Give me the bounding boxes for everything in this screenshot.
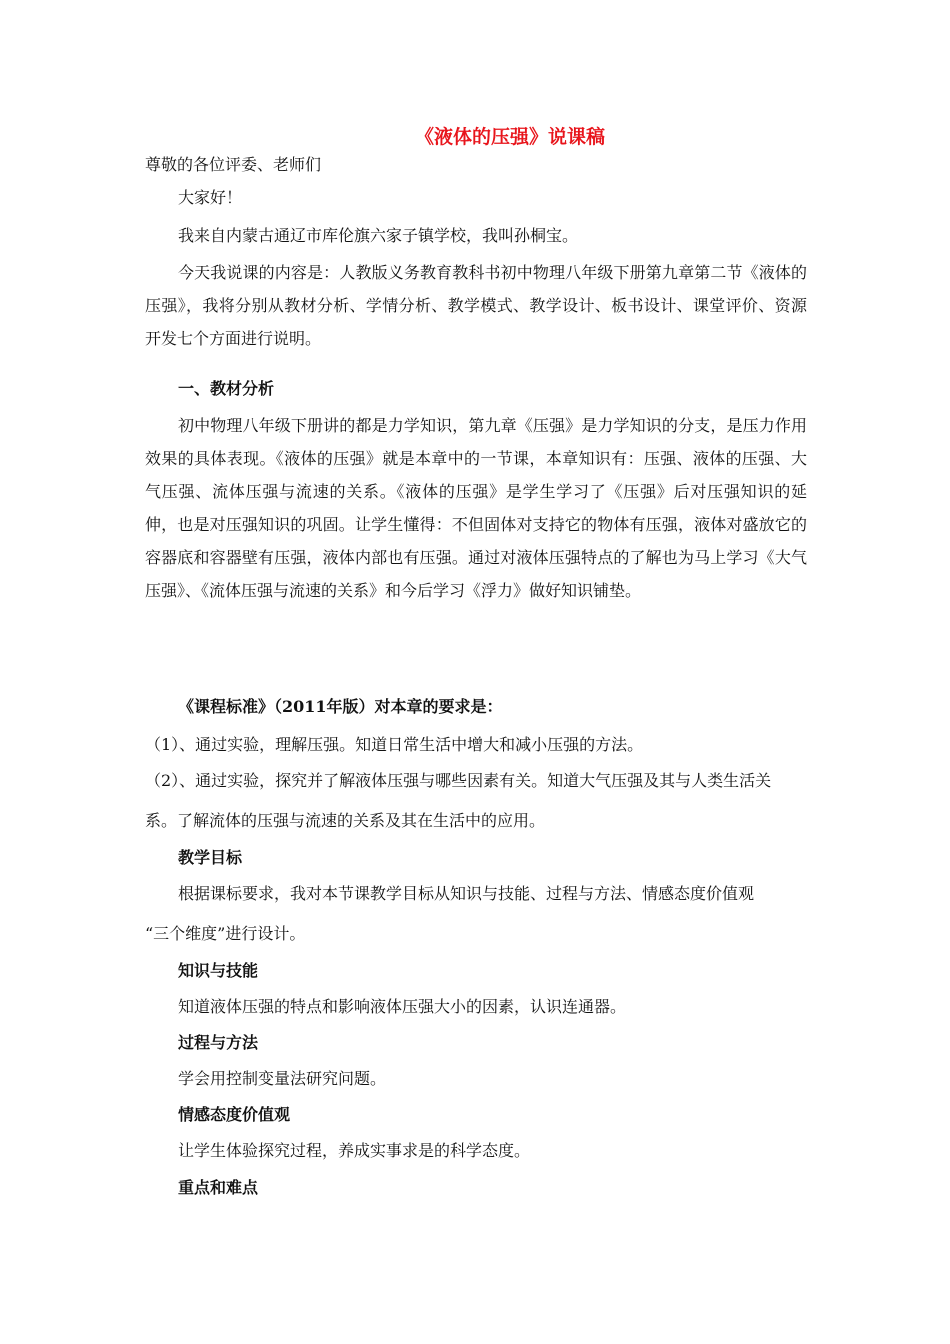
greeting-line: 尊敬的各位评委、老师们 (145, 155, 322, 174)
emotion-heading: 情感态度价值观 (178, 1105, 291, 1124)
standard-heading: 《课程标准》（2011年版）对本章的要求是： (178, 697, 503, 716)
goals-body-line-2: “三个维度”进行设计。 (145, 924, 306, 943)
standard-item-2-line-2: 系。了解流体的压强与流速的关系及其在生活中的应用。 (145, 811, 546, 830)
intro-line: 我来自内蒙古通辽市库伦旗六家子镇学校，我叫孙桐宝。 (178, 226, 579, 245)
emotion-body: 让学生体验探究过程，养成实事求是的科学态度。 (178, 1141, 531, 1160)
process-heading: 过程与方法 (178, 1033, 259, 1052)
section1-heading: 一、教材分析 (178, 379, 275, 398)
content-intro-paragraph: 今天我说课的内容是：人教版义务教育教科书初中物理八年级下册第九章第二节《液体的压强》，我将分别从教材分析、学情分析、教学模式、教学设计、板书设计、课堂评价、资源开发七个方面进行说明。 (145, 263, 807, 348)
goals-heading: 教学目标 (178, 848, 243, 867)
standard-item-1: （1）、通过实验，理解压强。知道日常生活中增大和减小压强的方法。 (145, 735, 644, 754)
knowledge-heading: 知识与技能 (178, 961, 259, 980)
hello-line: 大家好！ (178, 188, 243, 207)
standard-item-2-line-1: （2）、通过实验，探究并了解液体压强与哪些因素有关。知道大气压强及其与人类生活关 (145, 771, 772, 790)
process-body: 学会用控制变量法研究问题。 (178, 1069, 387, 1088)
knowledge-body: 知道液体压强的特点和影响液体压强大小的因素，认识连通器。 (178, 997, 627, 1016)
keypoints-heading: 重点和难点 (178, 1178, 259, 1197)
document-title: 《液体的压强》说课稿 (414, 126, 605, 148)
section1-paragraph: 初中物理八年级下册讲的都是力学知识，第九章《压强》是力学知识的分支，是压力作用效果的具体表现。《液体的压强》就是本章中的一节课，本章知识有：压强、液体的压强、大气压强、流体压强与流速的关系。《液体的压强》是学生学习了《压强》后对压强知识的延伸，也是对压强知识的巩固。让学生懂得：不但固体对支持它的物体有压强，液体对盛放它的容器底和容器壁有压强，液体内部也有压强。通过对液体压强特点的了解也为马上学习《大气压强》、《流体压强与流速的关系》和今后学习《浮力》做好知识铺垫。 (145, 416, 807, 600)
goals-body-line-1: 根据课标要求，我对本节课教学目标从知识与技能、过程与方法、情感态度价值观 (178, 884, 755, 903)
